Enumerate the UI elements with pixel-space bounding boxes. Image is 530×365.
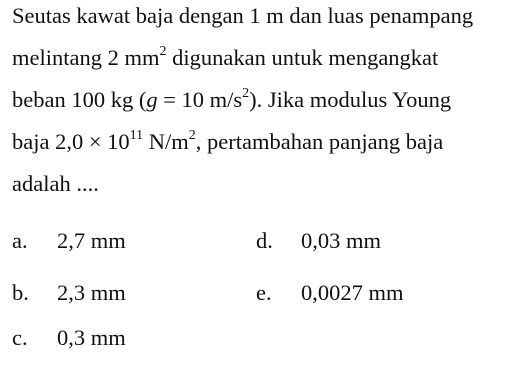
question-line-2 bbox=[12, 37, 438, 79]
question-line-1-text: Seutas kawat baja dengan 1 m dan luas penampang bbox=[12, 3, 474, 28]
question-line-4-mid: N/m bbox=[143, 129, 189, 154]
option-b-letter: b. bbox=[12, 280, 29, 305]
option-b-value: 2,3 mm bbox=[57, 280, 126, 305]
option-a-value: 2,7 mm bbox=[57, 228, 126, 253]
question-line-3-mid: = 10 m/s bbox=[157, 87, 243, 112]
option-d-value: 0,03 mm bbox=[301, 228, 382, 253]
option-d-letter: d. bbox=[256, 228, 273, 253]
question-line-5-text: adalah .... bbox=[12, 171, 99, 196]
question-line-2-post: digunakan untuk mengangkat bbox=[166, 45, 439, 70]
option-e-value: 0,0027 mm bbox=[301, 280, 404, 305]
option-c-letter: c. bbox=[12, 325, 28, 350]
question-line-3-superscript: 2 bbox=[242, 85, 250, 101]
option-e-letter: e. bbox=[256, 280, 272, 305]
question-line-3-pre: beban 100 kg ( bbox=[12, 87, 147, 112]
question-line-1 bbox=[12, 0, 473, 37]
question-line-4-superscript: 2 bbox=[188, 127, 196, 143]
option-d[interactable] bbox=[256, 228, 381, 254]
question-line-5 bbox=[12, 163, 99, 205]
question-line-4 bbox=[12, 121, 443, 163]
question-line-4-post: , pertambahan panjang baja bbox=[195, 129, 444, 154]
option-a[interactable] bbox=[12, 228, 126, 254]
option-b[interactable] bbox=[12, 280, 126, 306]
question-line-2-pre: melintang 2 mm bbox=[12, 45, 160, 70]
gravity-symbol: g bbox=[146, 87, 158, 112]
option-a-letter: a. bbox=[12, 228, 28, 253]
question-line-4-exponent: 11 bbox=[129, 127, 144, 143]
question-line-4-pre: baja 2,0 × 10 bbox=[12, 129, 130, 154]
option-c[interactable] bbox=[12, 325, 126, 351]
option-c-value: 0,3 mm bbox=[57, 325, 126, 350]
option-e[interactable] bbox=[256, 280, 404, 306]
question-line-2-superscript: 2 bbox=[159, 43, 167, 59]
question-line-3-post: ). Jika modulus Young bbox=[249, 87, 452, 112]
question-line-3 bbox=[12, 79, 451, 121]
